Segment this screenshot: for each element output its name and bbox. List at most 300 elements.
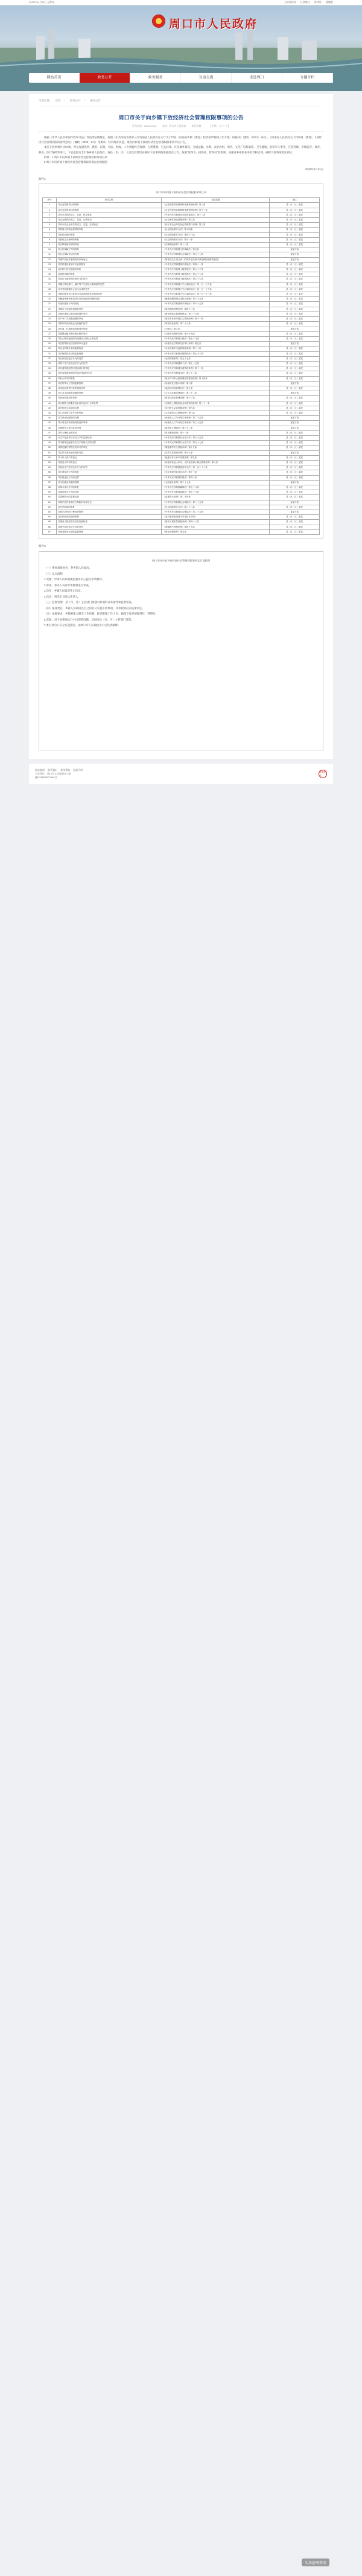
legal-basis: 《河南省农村集体经济审计条例》第五条 [162,342,270,347]
table-row [43,450,320,455]
footer-link[interactable]: 网站地图 [35,769,45,772]
remark: 县（市、区）委托 [270,218,320,223]
row-number: 31 [43,351,57,356]
remark: 县（市、区）委托 [270,485,320,490]
view-count: 浏览次数： [191,124,204,127]
table-row [43,520,320,525]
table-row [43,525,320,529]
row-number: 62 [43,505,57,510]
remark: 县（市、区）委托 [270,223,320,228]
table-row [43,257,320,262]
row-number: 55 [43,470,57,475]
remark: 直接下放 [270,426,320,430]
article-paragraph: 本次下放事项共计67项，涉及发展改革、教育、民政、司法、财政、人力资源社会保障、自然资源、生态环境、住房城乡建设、交通运输、水利、农业农村、商务、文化广电和旅游、卫生健康、退役军人事务、应急管理、市场监管、体育、林业、医疗保障等部门，下放范围为全市各乡镇人民政府。各县（市、区）人民政府要切实做好下放事项的衔接落实工作，按照“放得下、接得住、管得好”的原则，加强对乡镇的业务指导和培训，确保下放事项落实到位。 [39,145,323,154]
breadcrumb [39,99,323,106]
legal-basis: 《农药管理条例》第五十七条 [162,356,270,361]
table-row [43,441,320,446]
remark: 县（市、区）委托 [270,371,320,376]
row-number: 8 [43,237,57,242]
table-row [43,500,320,505]
flow-text [44,566,318,628]
table-row [43,243,320,248]
row-number: 20 [43,297,57,302]
article-date: 2022年4月22日 [305,168,323,171]
item-name: 对河道管理范围内建设项目的审批 [56,366,161,371]
legal-basis: 《中华人民共和国社会保险法》第五十七条 [162,252,270,257]
row-number: 1 [43,203,57,208]
row-number: 48 [43,435,57,440]
table-row [43,297,320,302]
article-container [29,94,333,759]
table-row [43,287,320,292]
nav-item-topics[interactable]: 专题专栏 [282,73,333,83]
row-number: 26 [43,327,57,331]
row-number: 37 [43,381,57,386]
row-number: 41 [43,401,57,406]
legal-basis: 《企业投资项目核准和备案管理条例》第三条 [162,203,270,208]
utility-link[interactable]: 无障碍阅读 [284,1,296,4]
table-row [43,495,320,500]
footer-link[interactable]: 联系我们 [48,769,58,772]
legal-basis: 《全民健身条例》第二十七条 [162,480,270,485]
row-number: 51 [43,450,57,455]
item-name: 对营业性演出的审批 [56,396,161,401]
item-name: 对食品生产经营违法行为的处罚 [56,465,161,470]
article-meta [39,124,323,132]
flow-line: 4.送达：将决定书送达申请人。 [44,595,81,598]
table-row [43,406,320,411]
legal-basis: 《促进个体工商户发展条例》第九条 [162,455,270,460]
remark: 直接下放 [270,480,320,485]
legal-basis: 《自然灾害救助条例》第十九条 [162,450,270,455]
legal-basis: 《中华人民共和国社会保险法》第二十五条 [162,500,270,505]
item-name: 对特困人员救助供养的审批 [56,228,161,232]
item-name: 对自然灾害救助款物的发放 [56,450,161,455]
table-row [43,272,320,277]
footer-link[interactable]: 使用帮助 [60,769,71,772]
legal-basis: 《成品油市场管理办法》第九条 [162,386,270,391]
row-number: 45 [43,421,57,426]
item-name: 对生育登记服务的办理 [56,416,161,421]
item-name: 对滥伐林木行为的处罚 [56,490,161,495]
legal-basis: 《农业机械安全监督管理条例》第三十条 [162,347,270,351]
item-name: 对个体工商户的登记 [56,455,161,460]
attachment-link[interactable]: 附件：1.周口市向乡镇下放经济社会管理权限事项目录 [44,155,107,159]
item-name: 对超限运输车辆行驶公路的处罚 [56,331,161,336]
item-name: 对法律援助申请的审查 [56,243,161,248]
item-name: 对违法建设行为的查处 [56,302,161,307]
table-row [43,421,320,426]
row-number: 56 [43,475,57,480]
remark: 县（市、区）委托 [270,455,320,460]
legal-basis: 《公共场所卫生管理条例》第八条 [162,411,270,415]
table-row [43,376,320,381]
item-name: 对城市建筑垃圾违规处置的处罚 [56,312,161,316]
table-row [43,529,320,534]
legal-basis: 《取水许可和水资源费征收管理条例》第十四条 [162,376,270,381]
row-number: 29 [43,342,57,347]
breadcrumb-notices[interactable]: 通知公告 [89,99,101,102]
item-name: 对餐饮服务业经营者未安装油烟净化设施的处罚 [56,292,161,297]
table-row [43,213,320,217]
table-row [43,203,320,208]
item-name: 对价格违法行为的处罚 [56,475,161,480]
table-row [43,460,320,465]
row-number: 53 [43,460,57,465]
remark: 县（市、区）委托 [270,312,320,316]
row-number: 28 [43,336,57,341]
item-name: 对最低生活保障的审批 [56,237,161,242]
legal-basis: 《中华人民共和国森林法》第七十六条 [162,490,270,495]
remark: 县（市、区）委托 [270,529,320,534]
legal-basis: 《中华人民共和国公路法》第七十九条 [162,336,270,341]
row-number: 3 [43,213,57,217]
item-name: 对互联网上网服务营业场所违法行为的处罚 [56,401,161,406]
legal-basis: 《公路法》第八条 [162,327,270,331]
row-number: 46 [43,426,57,430]
table-row [43,416,320,421]
utility-link[interactable]: 繁體版 [326,1,333,4]
item-name: 对在公路用地范围内设置非公路标志的处罚 [56,336,161,341]
legal-basis: 《社会救助暂行办法》第四十八条 [162,232,270,237]
row-number: 57 [43,480,57,485]
remark: 县（市、区）委托 [270,465,320,470]
row-number: 50 [43,446,57,450]
remark: 直接下放 [270,416,320,421]
flow-line: （二）运行流程： [44,572,66,575]
nav-item-services[interactable]: 政务服务 [130,73,181,83]
utility-links [281,1,333,4]
item-name: 对全民健身设施的管理 [56,480,161,485]
table-row [43,426,320,430]
footer-icp[interactable]: 豫ICP备05007656号 [35,776,57,779]
legal-basis: 《社会救助暂行办法》第十一条 [162,237,270,242]
legal-basis: 《中华人民共和国人民调解法》第五条 [162,248,270,252]
remark: 直接下放 [270,257,320,262]
breadcrumb-home[interactable]: 首页 [55,99,61,102]
legal-basis: 《烟花爆竹安全管理条例》第十九条 [162,446,270,450]
legal-basis: 《公路安全保护条例》第六十四条 [162,331,270,336]
table-row [43,208,320,213]
footer-link[interactable]: 隐私声明 [73,769,83,772]
legal-basis: 《中华人民共和国食品安全法》第一百二十二条 [162,465,270,470]
nav-item-home[interactable]: 网站首页 [29,73,80,83]
table-row [43,232,320,237]
legal-basis: 《河南省人口与计划生育条例》第二十五条 [162,416,270,421]
row-number: 14 [43,267,57,272]
table-row [43,336,320,341]
row-number: 13 [43,262,57,267]
row-number: 67 [43,529,57,534]
row-number: 44 [43,416,57,421]
item-name: 对公共文化服务设施的管理 [56,391,161,396]
item-name: 对违反土地管理法规行为的处罚 [56,277,161,282]
item-name: 对烈士褒扬金的发放 [56,430,161,435]
row-number: 23 [43,312,57,316]
legal-basis: 《国务院关于建立统一的城乡居民基本养老保险制度的意见》 [162,257,270,262]
table-row [43,331,320,336]
item-name: 对无照经营行为的查处 [56,470,161,475]
remark: 县（市、区）委托 [270,302,320,307]
row-number: 30 [43,347,57,351]
item-name: 对城乡居民基本医疗保险的参保登记 [56,500,161,505]
legal-basis: 《中华人民共和国森林法》第五十六条 [162,485,270,490]
table-row [43,386,320,391]
remark: 县（市、区）委托 [270,366,320,371]
row-number: 35 [43,371,57,376]
item-name: 对建设工程质量安全的监督检查 [56,520,161,525]
row-number: 18 [43,287,57,292]
row-number: 59 [43,490,57,495]
legal-basis: 《退役军人保障法》第六十二条 [162,426,270,430]
attachment-2-document [39,551,323,750]
remark: 县（市、区）委托 [270,262,320,267]
item-name: 对森林防火的监督检查 [56,495,161,500]
table-row [43,465,320,470]
source: 来源：周口市人民政府 [162,124,186,127]
remark: 县（市、区）委托 [270,495,320,500]
nav-item-interaction[interactable]: 互动交流 [181,73,232,83]
table-row [43,252,320,257]
main-nav [29,73,333,83]
row-number: 61 [43,500,57,505]
table-row [43,366,320,371]
footer-badges [316,770,327,778]
legal-basis: 《社会救助暂行办法》第二十八条 [162,505,270,510]
flow-line: （五）承接要求：乡镇要建立健全工作机制，配齐配强工作人员，确保下放事项接得住、管得好。 [44,612,158,616]
remark: 县（市、区）委托 [270,208,320,213]
item-name: 对林木采伐许可的审批 [56,485,161,490]
table-row [43,277,320,282]
table-row [43,356,320,361]
remark: 直接下放 [270,421,320,426]
item-name: 对临时用地的审批 [56,272,161,277]
table-row [43,490,320,495]
table-row [43,282,320,287]
table-row [43,371,320,376]
legal-basis: 《中华人民共和国动物防疫法》第七十三条 [162,351,270,356]
row-number: 65 [43,520,57,525]
legal-basis: 《中华人民共和国大气污染防治法》第一百一十九条 [162,282,270,287]
column-header: 备注 [270,198,320,203]
table-row [43,485,320,490]
row-number: 15 [43,272,57,277]
legal-basis: 《城市绿化条例》第二十六条 [162,322,270,327]
table-row [43,262,320,267]
nav-item-gov-affairs[interactable]: 政务公开 [80,73,130,83]
row-number: 43 [43,411,57,415]
remark: 县（市、区）委托 [270,282,320,287]
site-title: 周口市人民政府 [169,18,258,31]
legal-basis: 《建设工程质量管理条例》第四十三条 [162,520,270,525]
remark: 县（市、区）委托 [270,460,320,465]
table-caption: 周口市向乡镇下放经济社会管理权限事项目录 [156,191,206,194]
item-name: 对露天焚烧秸秆、落叶等产生烟尘污染物质的处罚 [56,282,161,287]
remark: 县（市、区）委托 [270,430,320,435]
item-name: 对城乡居民养老保险的参保登记 [56,257,161,262]
row-number: 36 [43,376,57,381]
table-row [43,267,320,272]
site-footer [29,764,333,784]
item-name: 对计划生育家庭特别扶助的审核 [56,421,161,426]
remark: 县（市、区）委托 [270,525,320,529]
row-number: 34 [43,366,57,371]
row-number: 7 [43,232,57,237]
row-number: 25 [43,322,57,327]
table-row [43,317,320,322]
legal-basis: 《无证无照经营查处办法》第十三条 [162,470,270,475]
table-row [43,322,320,327]
remark: 县（市、区）委托 [270,277,320,282]
legal-basis: 《中华人民共和国土地管理法》第六十二条 [162,267,270,272]
remark: 县（市、区）委托 [270,272,320,277]
row-number: 21 [43,302,57,307]
item-name: 对企业投资项目的核准 [56,203,161,208]
remark: 县（市、区）委托 [270,376,320,381]
remark: 县（市、区）委托 [270,396,320,401]
table-row [43,435,320,440]
remark: 县（市、区）委托 [270,203,320,208]
legal-basis: 《公共文化服务保障法》第三十二条 [162,391,270,396]
remark: 直接下放 [270,450,320,455]
table-row [43,292,320,297]
item-name: 对农村危房改造的审核 [56,515,161,520]
table-row [43,361,320,366]
item-name: 对未按规定配备安全生产管理人员的处罚 [56,441,161,446]
flow-line: 6.其他：对下放事项运行中出现的问题，及时向县（市、区）主管部门反馈。 [44,618,134,621]
legal-basis: 《民办非企业单位登记管理暂行条例》第三条 [162,223,270,228]
remark: 直接下放 [270,500,320,505]
remark: 直接下放 [270,510,320,515]
table-row [43,430,320,435]
remark: 县（市、区）委托 [270,336,320,341]
remark: 直接下放 [270,248,320,252]
table-row [43,342,320,347]
row-number: 17 [43,282,57,287]
breadcrumb-gov-affairs[interactable]: 政务公开 [69,99,81,102]
item-name: 对人民调解工作的指导 [56,248,161,252]
item-name: 对动物防疫活动的监督管理 [56,351,161,356]
remark: 县（市、区）委托 [270,287,320,292]
item-name: 对种子生产经营违法行为的处罚 [56,361,161,366]
legal-basis: 《企业投资项目核准和备案管理条例》第十三条 [162,208,270,213]
table-body [43,203,320,535]
breadcrumb-separator: 〉 [64,99,67,102]
remark: 县（市、区）委托 [270,351,320,356]
flow-caption: 周口市向乡镇下放经济社会管理权限事项运行流程图 [151,559,211,563]
legal-basis: 《中华人民共和国价格法》第四十条 [162,475,270,480]
row-number: 16 [43,277,57,282]
legal-basis: 《中华人民共和国水法》第七十二条 [162,371,270,376]
remark: 县（市、区）委托 [270,490,320,495]
row-number: 49 [43,441,57,446]
remark: 县（市、区）委托 [270,232,320,237]
remark: 直接下放 [270,342,320,347]
remark: 县（市、区）委托 [270,331,320,336]
table-row [43,223,320,228]
flow-line: 2.审查：承办人员对申请材料进行审查。 [44,583,92,587]
row-number: 12 [43,257,57,262]
row-number: 6 [43,228,57,232]
table-row [43,351,320,356]
remark: 县（市、区）委托 [270,292,320,297]
item-name: 对农村村民宅基地的审批 [56,267,161,272]
item-name: 对城乡居民医疗费用的报销 [56,510,161,515]
legal-basis: 《城镇燃气管理条例》第四十五条 [162,525,270,529]
column-header: 序号 [43,198,57,203]
gov-seal-icon[interactable]: 党政机关 [319,770,326,778]
item-name: 对擅自占用城市道路的处罚 [56,307,161,312]
authority-table [42,197,320,535]
nav-item-about[interactable]: 走进周口 [232,73,282,83]
legal-basis: 《中华人民共和国安全生产法》第九十七条 [162,441,270,446]
legal-basis: 《森林防火条例》第二十四条 [162,495,270,500]
remark: 县（市、区）委托 [270,307,320,312]
legal-basis: 《中华人民共和国城乡规划法》第四十一条 [162,262,270,267]
table-row [43,411,320,415]
flow-line: （三）监督管理：县（市、区）主管部门加强对乡镇的业务指导和监督检查。 [44,601,135,604]
item-name: 对燃气经营违法行为的处罚 [56,525,161,529]
legal-basis: 《中华人民共和国城乡规划法》第六十五条 [162,302,270,307]
remark: 县（市、区）委托 [270,520,320,525]
legal-basis: 《城市市容和环境卫生管理条例》第十一条 [162,317,270,322]
row-number: 32 [43,356,57,361]
legal-basis: 《社会救助暂行办法》第十四条 [162,228,270,232]
legal-basis: 《城市道路管理条例》第四十二条 [162,307,270,312]
row-number: 2 [43,208,57,213]
table-row [43,218,320,223]
item-name: 对物业服务企业的监督管理 [56,529,161,534]
attachment-1-document [39,184,323,539]
row-number: 64 [43,515,57,520]
table-row [43,391,320,396]
attachment-link[interactable]: 2.周口市向乡镇下放经济社会管理权限事项运行流程图 [44,161,107,164]
remark: 县（市、区）委托 [270,401,320,406]
utility-link[interactable]: 长者模式 [300,1,310,4]
row-number: 9 [43,243,57,248]
date-text: 2022年04月22日 星期五 [29,1,55,4]
attachment-label: 附件1 [39,177,46,181]
item-name: 对畜禽养殖场未建设污染防治配套设施的处罚 [56,297,161,302]
footer-info [35,769,85,779]
font-size-switch[interactable]: 【字体：大 中 小】 [209,124,230,127]
remark: 县（市、区）委托 [270,386,320,391]
remark: 县（市、区）委托 [270,243,320,248]
flow-line: （四）法律责任：乡镇人民政府以自己的名义实施下放事项，并承担相应的法律责任。 [44,606,145,610]
item-name: 对社会保险登记的办理 [56,252,161,257]
table-row [43,312,320,316]
item-name: 对农药经营违法行为的处罚 [56,356,161,361]
row-number: 66 [43,525,57,529]
table-row [43,475,320,480]
item-name: 对烟花爆竹零售经营许可的审批 [56,446,161,450]
item-name: 对食品小作坊的登记 [56,460,161,465]
item-name: 对医疗救助的审批 [56,505,161,510]
item-name: 对乡村医生执业的注册 [56,406,161,411]
table-header-row [43,198,320,203]
column-header: 设定依据 [162,198,270,203]
legal-basis: 《城市建筑垃圾管理规定》第二十六条 [162,312,270,316]
remark: 直接下放 [270,327,320,331]
table-row [43,515,320,520]
legal-basis: 《河南省农村供水条例》第六条 [162,381,270,386]
table-row [43,470,320,475]
table-row [43,446,320,450]
row-number: 39 [43,391,57,396]
remark: 县（市、区）委托 [270,228,320,232]
utility-link[interactable]: 简体版 [314,1,322,4]
remark: 县（市、区）委托 [270,237,320,242]
